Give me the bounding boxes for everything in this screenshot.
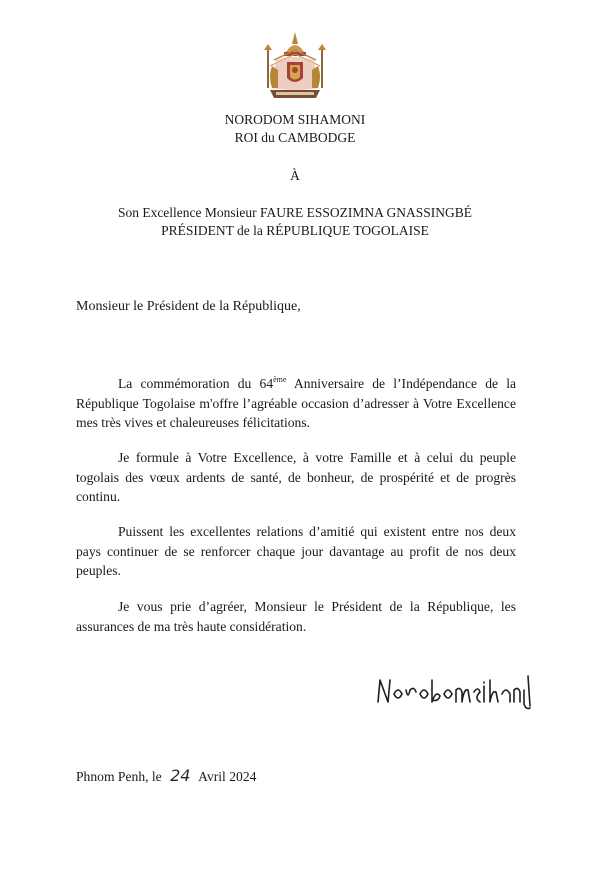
recipient-line-1: Son Excellence Monsieur FAURE ESSOZIMNA GNASSINGBÉ <box>117 205 473 220</box>
paragraph-4: Je vous prie d’agréer, Monsieur le Président de la République, les assurances de ma très haute considération. <box>76 599 516 634</box>
place-date-line <box>76 766 256 785</box>
month-year-text: Avril 2024 <box>198 769 257 784</box>
paragraph-1-superscript: ème <box>273 375 287 384</box>
recipient-line-2: PRÉSIDENT de la RÉPUBLIQUE TOGOLAISE <box>161 223 429 238</box>
sender-name: NORODOM SIHAMONI <box>224 112 366 127</box>
royal-coat-of-arms-icon <box>262 30 328 102</box>
to-marker: À <box>290 168 300 183</box>
sender-title: ROI du CAMBODGE <box>234 130 356 145</box>
handwritten-day: 24 <box>170 766 191 785</box>
handwritten-signature <box>374 672 534 712</box>
paragraph-2: Je formule à Votre Excellence, à votre Famille et à celui du peuple togolais des vœux ardents de santé, de bonheur, de prospérité et de progrès continu. <box>76 450 516 504</box>
place-text: Phnom Penh, le <box>76 769 162 784</box>
salutation: Monsieur le Président de la République, <box>76 299 301 314</box>
paragraph-1-text-a: La commémoration du 64 <box>118 376 274 391</box>
paragraph-3: Puissent les excellentes relations d’amitié qui existent entre nos deux pays continuer de se renforcer chaque jour davantage au profit de nos deux peuples. <box>76 524 516 578</box>
paragraph-1-text-b: Anniversaire de l’Indépendance de la République Togolaise m'offre l’agréable occasion d’adresser à Votre Excellence mes très vives et chaleureuses félicitations. <box>76 376 516 430</box>
paragraph-1 <box>76 374 516 433</box>
